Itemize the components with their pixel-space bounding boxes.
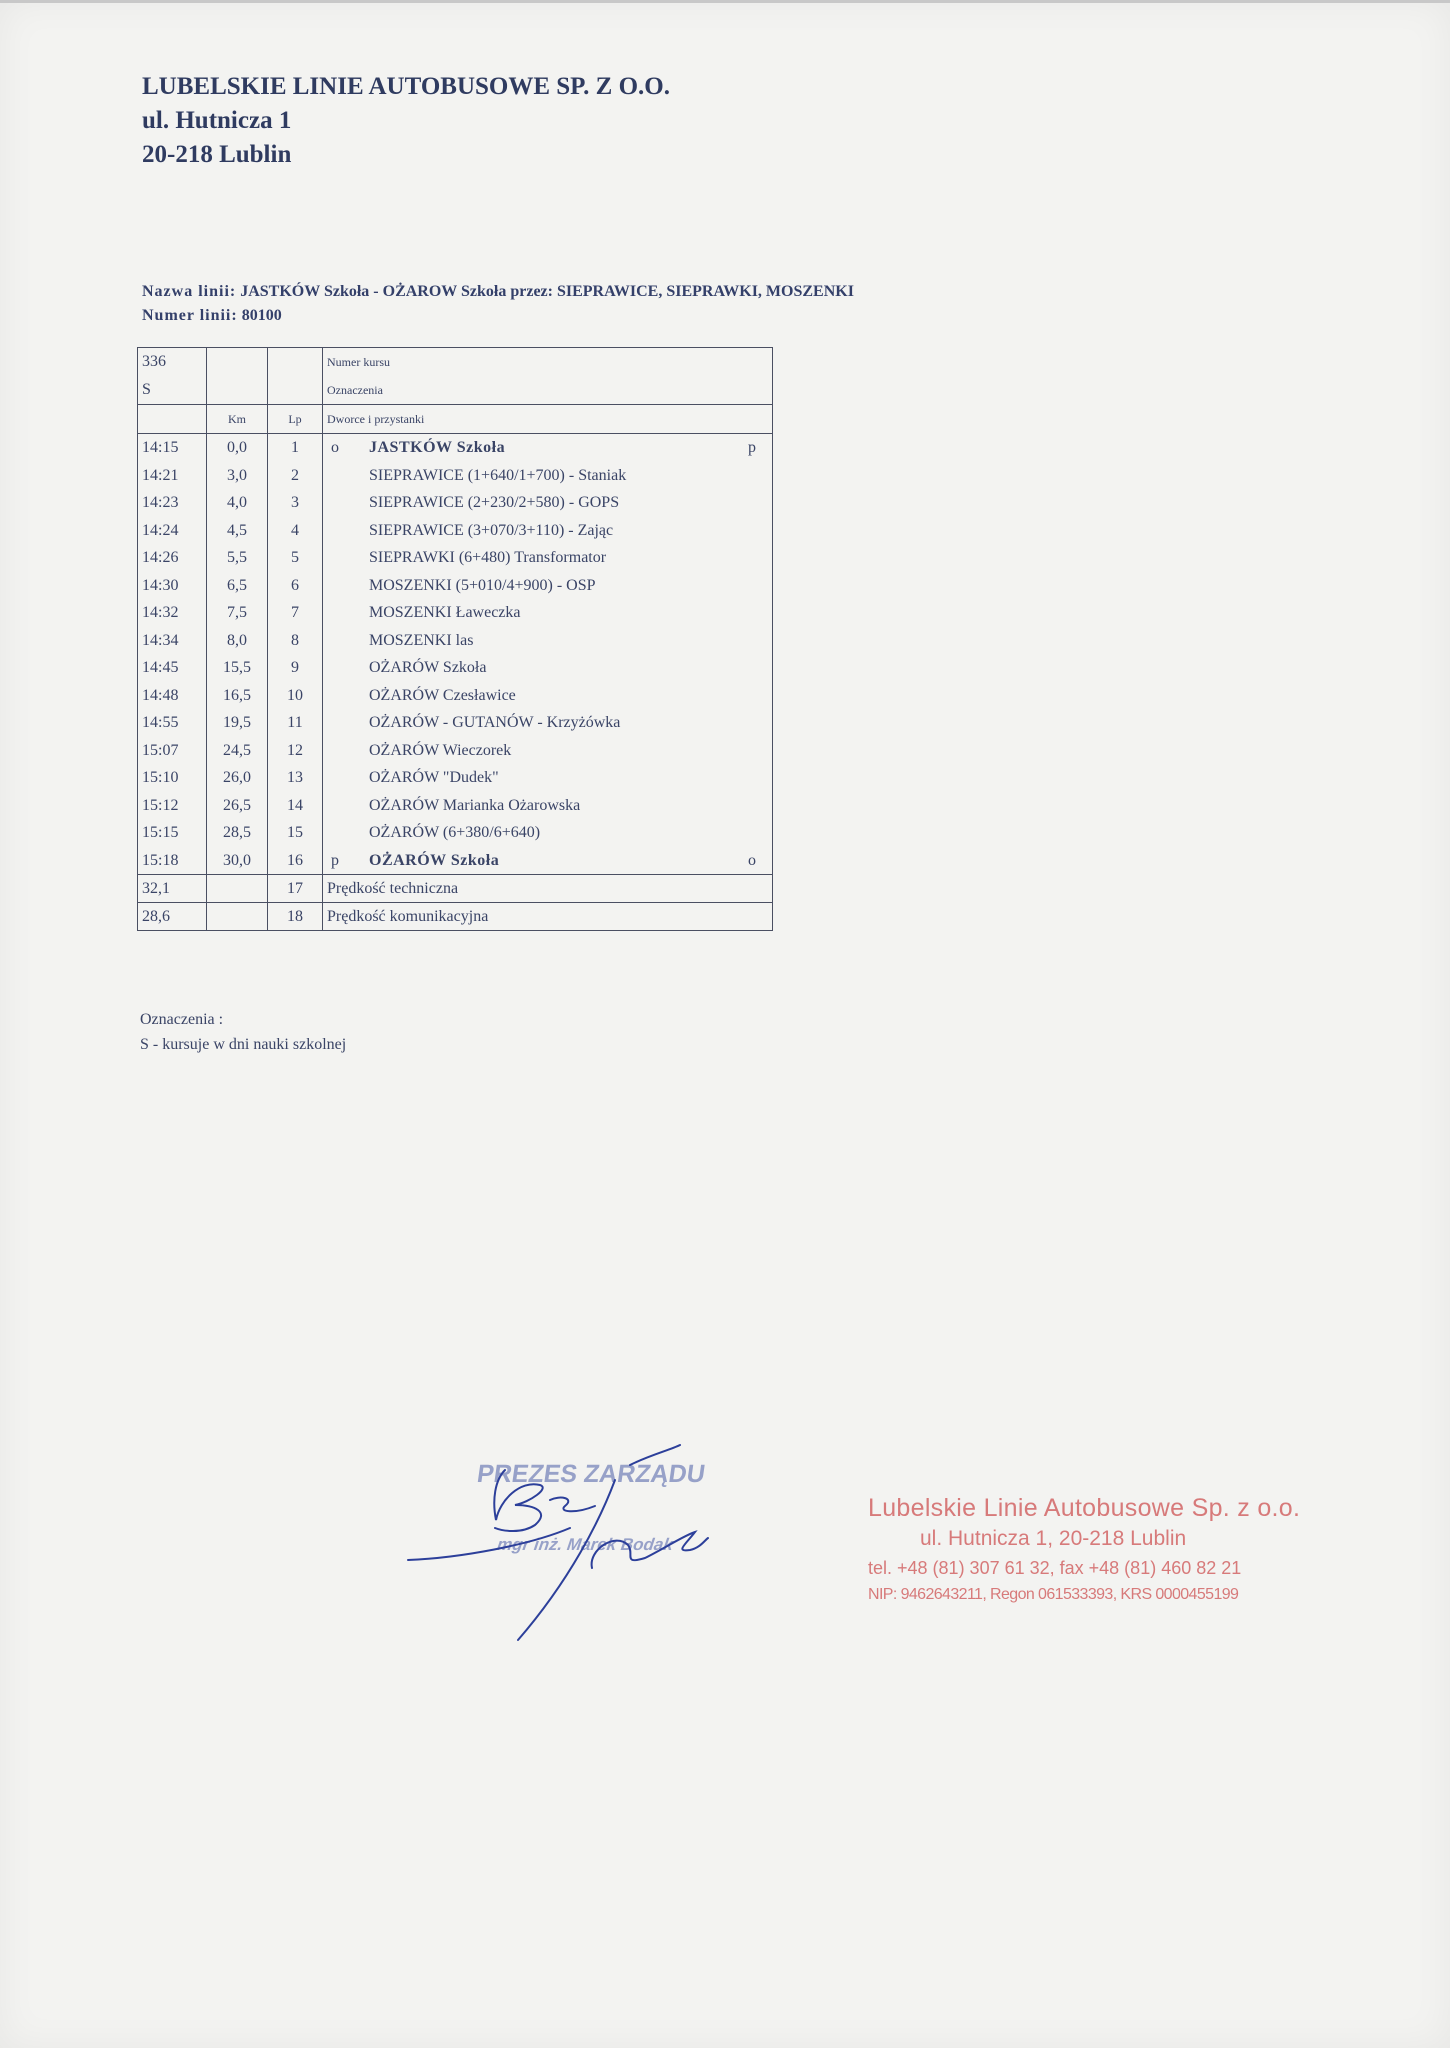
km-value: 8,0 — [207, 627, 268, 655]
km-value: 28,5 — [207, 819, 268, 847]
stop-name: JASTKÓW Szkoła — [369, 439, 506, 456]
stop-end-marker: p — [748, 439, 756, 456]
table-row — [138, 517, 773, 545]
stamp-company: Lubelskie Linie Autobusowe Sp. z o.o. — [868, 1494, 1301, 1522]
speed-technical-value: 32,1 — [138, 875, 207, 903]
stamp-phone: tel. +48 (81) 307 61 32, fax +48 (81) 460 82 21 — [868, 1558, 1242, 1578]
stop-name: MOSZENKI Ławeczka — [369, 604, 521, 621]
stop-name: SIEPRAWICE (1+640/1+700) - Staniak — [369, 466, 627, 484]
stop-cell — [323, 819, 773, 847]
stop-name: OŻARÓW "Dudek" — [369, 769, 499, 786]
speed-technical-lp: 17 — [268, 875, 323, 903]
stop-cell — [323, 847, 773, 875]
stop-cell — [323, 764, 773, 792]
km-value: 16,5 — [207, 682, 268, 710]
legend-title: Oznaczenia : — [140, 1011, 224, 1028]
km-value: 19,5 — [207, 709, 268, 737]
stop-name: SIEPRAWICE (2+230/2+580) - GOPS — [369, 494, 620, 511]
stop-end-marker: o — [748, 851, 756, 869]
lp-value: 2 — [268, 462, 323, 490]
stop-cell — [323, 489, 773, 517]
lp-value: 12 — [268, 737, 323, 765]
km-value: 26,5 — [207, 792, 268, 820]
lp-value: 16 — [268, 847, 323, 875]
stamp-ids: NIP: 9462643211, Regon 061533393, KRS 0000455199 — [868, 1586, 1239, 1603]
stop-cell — [323, 654, 773, 682]
stop-cell — [323, 737, 773, 765]
km-value: 4,0 — [207, 489, 268, 517]
stop-cell — [323, 517, 773, 545]
lp-value: 6 — [268, 572, 323, 600]
header-row-course — [138, 348, 773, 377]
table-row — [138, 682, 773, 710]
header-lp: Lp — [268, 405, 323, 434]
lp-value: 5 — [268, 544, 323, 572]
timetable — [137, 347, 773, 931]
stop-rows — [138, 434, 773, 875]
departure-time: 14:45 — [138, 654, 207, 682]
stop-name: OŻARÓW Szkoła — [369, 851, 500, 869]
departure-time: 14:24 — [138, 517, 207, 545]
stop-cell — [323, 599, 773, 627]
header-row-markings — [138, 376, 773, 405]
header-markings: Oznaczenia — [323, 376, 773, 405]
table-row — [138, 819, 773, 847]
stop-name: OŻARÓW Czesławice — [369, 686, 516, 704]
departure-time: 14:34 — [138, 627, 207, 655]
stop-cell — [323, 627, 773, 655]
speed-technical-row — [138, 875, 773, 903]
km-value: 0,0 — [207, 434, 268, 462]
stop-name: OŻARÓW - GUTANÓW - Krzyżówka — [369, 714, 621, 731]
departure-time: 14:32 — [138, 599, 207, 627]
line-number-label: Numer linii: — [142, 307, 238, 324]
line-number-value: 80100 — [241, 307, 282, 324]
table-row — [138, 709, 773, 737]
svg-text:PREZES ZARZĄDU: PREZES ZARZĄDU — [475, 1460, 707, 1488]
km-value: 3,0 — [207, 462, 268, 490]
header-stops: Dworce i przystanki — [323, 405, 773, 434]
km-value: 15,5 — [207, 654, 268, 682]
km-value: 7,5 — [207, 599, 268, 627]
departure-time: 15:10 — [138, 764, 207, 792]
table-row — [138, 847, 773, 875]
header-row-columns — [138, 405, 773, 434]
table-row — [138, 462, 773, 490]
line-name-row — [142, 280, 854, 304]
stop-cell — [323, 792, 773, 820]
line-info — [142, 280, 854, 328]
departure-time: 15:18 — [138, 847, 207, 875]
departure-time: 14:21 — [138, 462, 207, 490]
stop-cell — [323, 709, 773, 737]
km-value: 26,0 — [207, 764, 268, 792]
table-row — [138, 544, 773, 572]
speed-commercial-value: 28,6 — [138, 903, 207, 931]
speed-commercial-row — [138, 903, 773, 931]
signature-and-stamp — [400, 1440, 840, 1670]
table-row — [138, 434, 773, 462]
km-value: 30,0 — [207, 847, 268, 875]
speed-commercial-lp: 18 — [268, 903, 323, 931]
line-name-value: JASTKÓW Szkoła - OŻAROW Szkoła przez: SIEPRAWICE, SIEPRAWKI, MOSZENKI — [240, 283, 854, 300]
speed-commercial-label: Prędkość komunikacyjna — [323, 903, 773, 931]
stop-cell — [323, 544, 773, 572]
stop-name: OŻARÓW Marianka Ożarowska — [369, 796, 581, 814]
stop-marker: o — [331, 439, 339, 456]
legend — [140, 1007, 346, 1057]
stop-cell — [323, 434, 773, 462]
course-marking: S — [138, 376, 207, 405]
table-row — [138, 572, 773, 600]
company-stamp — [868, 1492, 1300, 1608]
svg-text:mgr inż. Marek Bodak: mgr inż. Marek Bodak — [495, 1535, 675, 1554]
table-row — [138, 489, 773, 517]
lp-value: 11 — [268, 709, 323, 737]
departure-time: 15:15 — [138, 819, 207, 847]
stop-marker: p — [331, 851, 339, 869]
line-number-row — [142, 304, 854, 328]
stop-name: SIEPRAWICE (3+070/3+110) - Zając — [369, 521, 614, 539]
table-row — [138, 627, 773, 655]
table-row — [138, 764, 773, 792]
stop-name: MOSZENKI (5+010/4+900) - OSP — [369, 576, 596, 594]
departure-time: 14:15 — [138, 434, 207, 462]
stop-name: OŻARÓW (6+380/6+640) — [369, 824, 541, 841]
stop-name: OŻARÓW Wieczorek — [369, 741, 512, 759]
header-course-number: Numer kursu — [323, 348, 773, 377]
lp-value: 8 — [268, 627, 323, 655]
company-city: 20-218 Lublin — [142, 141, 292, 168]
table-row — [138, 792, 773, 820]
stop-name: MOSZENKI las — [369, 631, 474, 649]
departure-time: 14:26 — [138, 544, 207, 572]
lp-value: 1 — [268, 434, 323, 462]
lp-value: 15 — [268, 819, 323, 847]
stop-name: SIEPRAWKI (6+480) Transformator — [369, 549, 607, 566]
scan-edge-line — [0, 0, 1450, 3]
departure-time: 14:48 — [138, 682, 207, 710]
course-number: 336 — [138, 348, 207, 377]
departure-time: 15:07 — [138, 737, 207, 765]
lp-value: 7 — [268, 599, 323, 627]
speed-technical-label: Prędkość techniczna — [323, 875, 773, 903]
km-value: 6,5 — [207, 572, 268, 600]
lp-value: 4 — [268, 517, 323, 545]
table-row — [138, 599, 773, 627]
departure-time: 14:30 — [138, 572, 207, 600]
lp-value: 9 — [268, 654, 323, 682]
stop-cell — [323, 572, 773, 600]
company-street: ul. Hutnicza 1 — [142, 107, 292, 134]
departure-time: 14:55 — [138, 709, 207, 737]
lp-value: 10 — [268, 682, 323, 710]
table-row — [138, 737, 773, 765]
km-value: 4,5 — [207, 517, 268, 545]
line-name-label: Nazwa linii: — [142, 283, 237, 300]
stop-cell — [323, 682, 773, 710]
lp-value: 13 — [268, 764, 323, 792]
legend-item: S - kursuje w dni nauki szkolnej — [140, 1036, 347, 1053]
departure-time: 14:23 — [138, 489, 207, 517]
company-name: LUBELSKIE LINIE AUTOBUSOWE SP. Z O.O. — [142, 73, 670, 100]
departure-time: 15:12 — [138, 792, 207, 820]
stop-name: OŻARÓW Szkoła — [369, 659, 487, 676]
km-value: 24,5 — [207, 737, 268, 765]
header-km: Km — [207, 405, 268, 434]
company-header — [142, 70, 670, 172]
lp-value: 14 — [268, 792, 323, 820]
stop-cell — [323, 462, 773, 490]
stamp-address: ul. Hutnicza 1, 20-218 Lublin — [920, 1527, 1187, 1550]
table-row — [138, 654, 773, 682]
km-value: 5,5 — [207, 544, 268, 572]
lp-value: 3 — [268, 489, 323, 517]
